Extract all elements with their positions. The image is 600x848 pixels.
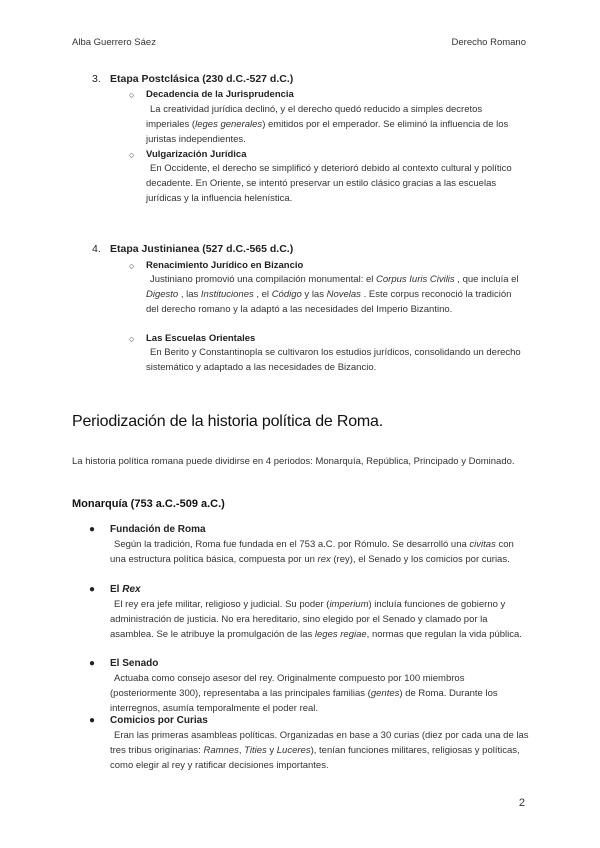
subheading: Fundación de Roma — [110, 524, 206, 535]
circle-bullet-icon: ○ — [129, 90, 135, 100]
paragraph: Actuaba como consejo asesor del rey. Originalmente compuesto por 100 miembros (posteriormente 300), representaba a las principales familias (gentes) de Roma. Durante los interregnos, asumía temporalmente el poder real. — [110, 673, 498, 715]
bullet-icon: ● — [89, 715, 96, 726]
circle-bullet-icon: ○ — [129, 261, 135, 271]
subheading: Decadencia de la Jurisprudencia — [146, 89, 294, 100]
page-number: 2 — [518, 797, 525, 809]
header-author: Alba Guerrero Sáez — [72, 37, 156, 48]
intro-paragraph: La historia política romana puede dividirse en 4 periodos: Monarquía, República, Principado y Dominado. — [72, 456, 515, 467]
subheading: El Senado — [110, 658, 159, 669]
subheading: Renacimiento Jurídico en Bizancio — [146, 260, 304, 271]
paragraph: Según la tradición, Roma fue fundada en el 753 a.C. por Rómulo. Se desarrolló una civitas con una estructura política básica, compuesta por un rex (rey), el Senado y los comicios por curias. — [110, 539, 514, 566]
etapa-postclasica-title: Etapa Postclásica (230 d.C.-527 d.C.) — [110, 73, 294, 85]
subheading: Comicios por Curias — [110, 715, 208, 726]
section-title: Periodización de la historia política de Roma. — [72, 413, 383, 430]
header-subject: Derecho Romano — [451, 37, 526, 48]
list-number: 4. — [92, 243, 101, 255]
bullet-icon: ● — [89, 584, 96, 595]
paragraph: En Occidente, el derecho se simplificó y deterioró debido al contexto cultural y político decadente. En Oriente, se intentó preservar un estilo clásico gracias a las escuelas jurídicas y la influencia helenística. — [146, 163, 512, 205]
bullet-icon: ● — [89, 658, 96, 669]
subheading: El Rex — [110, 584, 141, 595]
list-number: 3. — [92, 73, 101, 85]
monarquia-heading: Monarquía (753 a.C.-509 a.C.) — [72, 498, 225, 510]
circle-bullet-icon: ○ — [129, 150, 135, 160]
paragraph: Justiniano promovió una compilación monumental: el Corpus Iuris Civilis , que incluía el Digesto , las Instituciones , el Código y las Novelas . Este corpus reconoció la tradición del derecho romano y la adaptó a las necesidades del Imperio Bizantino. — [146, 274, 519, 316]
circle-bullet-icon: ○ — [129, 334, 135, 344]
subheading: Las Escuelas Orientales — [146, 333, 256, 344]
paragraph: En Berito y Constantinopla se cultivaron los estudios jurídicos, consolidando un derecho sistemático y adaptado a las necesidades de Bizancio. — [146, 347, 521, 374]
paragraph: Eran las primeras asambleas políticas. Organizadas en base a 30 curias (diez por cada una de las tres tribus originarias: Ramnes, Tities y Luceres), tenían funciones militares, religiosas y políticas, como elegir al rey y ratificar decisiones importantes. — [110, 730, 529, 772]
subheading: Vulgarización Jurídica — [146, 149, 247, 160]
paragraph: El rey era jefe militar, religioso y judicial. Su poder (imperium) incluía funciones de gobierno y administración de justicia. No era hereditario, sino elegido por el Senado y clamado por la asamblea. Se le atribuye la promulgación de las leges regiae, normas que regulan la vida pública. — [110, 599, 522, 641]
etapa-justinianea-title: Etapa Justinianea (527 d.C.-565 d.C.) — [110, 243, 294, 255]
paragraph: La creatividad jurídica declinó, y el derecho quedó reducido a simples decretos imperiales (leges generales) emitidos por el emperador. Se eliminó la influencia de los juristas independientes. — [146, 104, 509, 146]
bullet-icon: ● — [89, 524, 96, 535]
